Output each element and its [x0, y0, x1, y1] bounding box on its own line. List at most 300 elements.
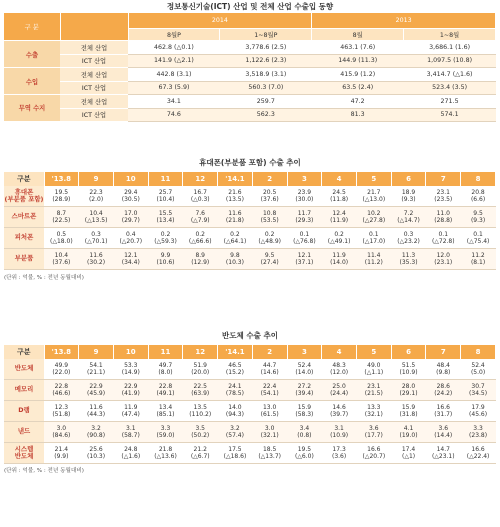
cell-change: (△18.6) — [223, 453, 247, 460]
cell-change: (59.0) — [156, 432, 175, 439]
table1-year-2013: 2013 — [312, 13, 496, 29]
cell-change: (46.6) — [52, 390, 71, 397]
table1-cell: 3,686.1 (1.6) — [404, 41, 496, 55]
table1-cell: 141.9 (△2.1) — [128, 54, 220, 68]
table3-cell — [391, 380, 426, 401]
cell-value: 0.1 — [438, 230, 449, 238]
cell-change: (30.5) — [121, 196, 140, 203]
table3-month-header: '14.1 — [218, 345, 253, 359]
cell-value: 7.2 — [403, 209, 414, 217]
table3-cell — [252, 380, 287, 401]
cell-change: (6.6) — [470, 196, 486, 203]
cell-change: (31.7) — [434, 411, 453, 418]
cell-change: (14.9) — [121, 369, 140, 376]
cell-change: (29.1) — [399, 390, 418, 397]
cell-value: 18.9 — [401, 188, 416, 196]
cell-value: 11.0 — [436, 209, 450, 217]
table3-cell — [79, 401, 114, 422]
cell-value: 14.6 — [332, 403, 346, 411]
table-row — [4, 186, 496, 207]
cell-value: 13.3 — [367, 403, 381, 411]
table2-month-header: '14.1 — [218, 172, 253, 186]
cell-change: (△49.1) — [327, 238, 351, 245]
cell-value: 0.4 — [126, 230, 136, 238]
cell-value: 3.1 — [334, 424, 344, 432]
table-row — [4, 380, 496, 401]
cell-value: 46.5 — [228, 361, 242, 369]
cell-change: (△27.8) — [362, 217, 386, 224]
cell-value: 15.5 — [158, 209, 173, 217]
cell-value: 22.5 — [193, 382, 207, 390]
table3-month-header: 4 — [322, 345, 357, 359]
table2-cell — [44, 186, 79, 207]
cell-change: (39.7) — [330, 411, 349, 418]
table1 — [4, 13, 496, 122]
cell-value: 9.5 — [264, 251, 275, 259]
cell-change: (△64.1) — [223, 238, 247, 245]
cell-value: 22.3 — [89, 188, 103, 196]
cell-value: 48.4 — [436, 361, 450, 369]
table1-sub-label: ICT 산업 — [60, 54, 128, 68]
cell-change: (34.5) — [469, 390, 488, 397]
table2-cell — [113, 249, 148, 270]
table3-cell — [356, 443, 391, 464]
table2-cell — [356, 249, 391, 270]
cell-change: (△66.6) — [188, 238, 212, 245]
cell-change: (27.4) — [260, 259, 279, 266]
table3-cell — [391, 401, 426, 422]
table2-cell — [113, 228, 148, 249]
table1-sub-label: 전체 산업 — [60, 41, 128, 55]
cell-change: (△0.3) — [190, 196, 210, 203]
table2-month-header: 5 — [356, 172, 391, 186]
table3-month-header: 3 — [287, 345, 322, 359]
table2-cell — [391, 186, 426, 207]
table2-cell — [322, 207, 357, 228]
table2-cell — [391, 207, 426, 228]
cell-value: 22.9 — [89, 382, 103, 390]
table1-cat-export: 수출 — [4, 41, 60, 68]
table3-month-header: 11 — [148, 345, 183, 359]
table3-cell — [356, 380, 391, 401]
table3-cell — [322, 443, 357, 464]
table2-cell — [287, 186, 322, 207]
cell-change: (14.0) — [295, 369, 314, 376]
cell-change: (29.3) — [295, 217, 314, 224]
table3-cell — [218, 422, 253, 443]
cell-change: (61.5) — [260, 411, 279, 418]
table3-cell — [183, 401, 218, 422]
table2-cell — [461, 249, 496, 270]
cell-change: (△1.1) — [364, 369, 384, 376]
table1-cell: 34.1 — [128, 95, 220, 109]
table1-sub-label: ICT 산업 — [60, 81, 128, 95]
cell-value: 11.6 — [228, 209, 242, 217]
table2-cell — [148, 186, 183, 207]
table2-cell — [461, 228, 496, 249]
table2-header-row — [4, 172, 496, 186]
table1-corner-blank — [60, 13, 128, 41]
cell-change: (△70.1) — [84, 238, 108, 245]
cell-change: (35.3) — [399, 259, 418, 266]
table2-cell — [183, 228, 218, 249]
table3-cell — [183, 443, 218, 464]
cell-change: (20.0) — [191, 369, 210, 376]
cell-value: 13.4 — [158, 403, 173, 411]
cell-change: (78.5) — [225, 390, 244, 397]
cell-change: (9.8) — [436, 369, 451, 376]
table2-cell — [426, 186, 461, 207]
table1-title: 정보통신기술(ICT) 산업 및 전체 산업 수출입 동향 — [166, 2, 334, 11]
cell-value: 0.1 — [473, 230, 483, 238]
table3-cell — [391, 422, 426, 443]
table2-cell — [461, 207, 496, 228]
cell-value: 23.9 — [297, 188, 312, 196]
cell-value: 29.4 — [124, 188, 138, 196]
table2-cell — [391, 249, 426, 270]
table1-header-year-row — [4, 13, 496, 29]
table3-row-label: 시스템 반도체 — [4, 443, 44, 464]
cell-change: (30.2) — [87, 259, 106, 266]
table3-corner: 구분 — [4, 345, 44, 359]
table2-month-header: 9 — [79, 172, 114, 186]
cell-value: 11.6 — [89, 251, 103, 259]
table3-cell — [79, 359, 114, 380]
cell-change: (28.9) — [52, 196, 71, 203]
table1-sub-2013-b: 1~8월 — [404, 29, 496, 41]
cell-change: (22.0) — [52, 369, 71, 376]
table2-cell — [356, 207, 391, 228]
table3-cell — [322, 401, 357, 422]
table3-cell — [79, 443, 114, 464]
cell-change: (21.5) — [364, 390, 383, 397]
table3-cell — [461, 380, 496, 401]
table3-cell — [426, 422, 461, 443]
cell-change: (47.4) — [121, 411, 140, 418]
cell-value: 49.9 — [54, 361, 69, 369]
table3-month-header: 5 — [356, 345, 391, 359]
cell-change: (8.1) — [470, 259, 486, 266]
cell-change: (△1.6) — [121, 453, 141, 460]
cell-value: 21.7 — [367, 188, 381, 196]
cell-value: 11.2 — [471, 251, 485, 259]
cell-value: 19.5 — [54, 188, 69, 196]
cell-value: 8.7 — [56, 209, 67, 217]
cell-value: 9.9 — [160, 251, 171, 259]
table3-cell — [218, 359, 253, 380]
cell-change: (19.0) — [399, 432, 418, 439]
table2-cell — [148, 228, 183, 249]
table1-sub-2013-a: 8월 — [312, 29, 404, 41]
table1-cell: 560.3 (7.0) — [220, 81, 312, 95]
table1-corner: 구 분 — [4, 13, 60, 41]
table-row — [4, 108, 496, 122]
table2-cell — [148, 249, 183, 270]
table3-month-header: 2 — [252, 345, 287, 359]
cell-value: 13.0 — [262, 403, 277, 411]
table3-cell — [426, 401, 461, 422]
cell-change: (12.0) — [330, 369, 349, 376]
cell-change: (21.8) — [225, 217, 244, 224]
cell-value: 23.1 — [367, 382, 381, 390]
cell-value: 3.6 — [438, 424, 449, 432]
table-row — [4, 422, 496, 443]
table2-corner: 구분 — [4, 172, 44, 186]
cell-value: 12.0 — [436, 251, 450, 259]
table1-cell: 47.2 — [312, 95, 404, 109]
table3-cell — [113, 422, 148, 443]
cell-value: 0.5 — [56, 230, 67, 238]
cell-change: (△20.7) — [362, 453, 386, 460]
cell-change: (37.1) — [295, 259, 314, 266]
table2-cell — [391, 228, 426, 249]
table3-cell — [356, 359, 391, 380]
cell-value: 21.4 — [54, 445, 69, 453]
cell-change: (15.2) — [225, 369, 244, 376]
cell-change: (85.1) — [156, 411, 175, 418]
table3-cell — [391, 359, 426, 380]
cell-value: 11.9 — [124, 403, 138, 411]
cell-change: (△72.8) — [431, 238, 455, 245]
table1-cell: 67.3 (5.9) — [128, 81, 220, 95]
cell-change: (84.6) — [52, 432, 71, 439]
table3-cell — [252, 422, 287, 443]
cell-value: 12.4 — [332, 209, 346, 217]
table2-cell — [183, 186, 218, 207]
cell-change: (24.4) — [330, 390, 349, 397]
cell-value: 21.6 — [228, 188, 242, 196]
cell-value: 12.1 — [124, 251, 138, 259]
table1-cat-balance: 무역 수지 — [4, 95, 60, 122]
table-row — [4, 41, 496, 55]
cell-value: 3.0 — [56, 424, 67, 432]
cell-change: (△13.6) — [154, 453, 177, 460]
table1-cell: 442.8 (3.1) — [128, 68, 220, 82]
cell-change: (10.3) — [225, 259, 244, 266]
table2-cell — [252, 228, 287, 249]
table-row — [4, 443, 496, 464]
table3-cell — [44, 422, 79, 443]
table3-cell — [113, 443, 148, 464]
table3-month-header: 10 — [113, 345, 148, 359]
cell-value: 16.6 — [367, 445, 381, 453]
cell-value: 49.7 — [158, 361, 173, 369]
cell-value: 30.7 — [471, 382, 485, 390]
cell-change: (90.8) — [87, 432, 106, 439]
cell-change: (110.2) — [189, 411, 212, 418]
cell-change: (50.2) — [191, 432, 210, 439]
cell-value: 21.2 — [193, 445, 207, 453]
cell-change: (9.9) — [54, 453, 69, 460]
cell-change: (11.2) — [364, 259, 383, 266]
cell-value: 51.9 — [193, 361, 207, 369]
table2-month-header: 10 — [113, 172, 148, 186]
table2-cell — [461, 186, 496, 207]
cell-change: (△6.0) — [294, 453, 314, 460]
table3-month-header: 7 — [426, 345, 461, 359]
cell-change: (14.4) — [434, 432, 453, 439]
table3-cell — [356, 401, 391, 422]
cell-value: 13.5 — [193, 403, 207, 411]
table2-row-label: 스마트폰 — [4, 207, 44, 228]
cell-value: 16.6 — [436, 403, 450, 411]
table3-cell — [287, 380, 322, 401]
table3-row-label: D램 — [4, 401, 44, 422]
cell-value: 11.4 — [367, 251, 381, 259]
cell-change: (△23.2) — [397, 238, 420, 245]
cell-value: 18.5 — [262, 445, 277, 453]
table2-cell — [218, 186, 253, 207]
cell-value: 9.5 — [473, 209, 483, 217]
cell-value: 20.5 — [262, 188, 277, 196]
table1-sub-label: 전체 산업 — [60, 68, 128, 82]
table1-sub-2014-b: 1~8월P — [220, 29, 312, 41]
cell-value: 0.2 — [195, 230, 205, 238]
cell-change: (22.5) — [52, 217, 71, 224]
cell-value: 25.7 — [158, 188, 173, 196]
cell-value: 22.4 — [262, 382, 277, 390]
table3-month-header: 8 — [461, 345, 496, 359]
cell-change: (10.3) — [87, 453, 106, 460]
cell-value: 4.1 — [403, 424, 414, 432]
cell-value: 14.0 — [228, 403, 242, 411]
table3-cell — [356, 422, 391, 443]
table2-month-header: '13.8 — [44, 172, 79, 186]
cell-value: 24.1 — [228, 382, 242, 390]
table3-cell — [44, 380, 79, 401]
cell-change: (23.5) — [434, 196, 453, 203]
cell-value: 19.5 — [297, 445, 312, 453]
table3-cell — [287, 359, 322, 380]
table1-cat-import: 수입 — [4, 68, 60, 95]
cell-change: (13.4) — [156, 217, 175, 224]
cell-value: 51.5 — [401, 361, 416, 369]
table3-cell — [287, 422, 322, 443]
table1-cell: 271.5 — [404, 95, 496, 109]
cell-change: (21.1) — [87, 369, 106, 376]
cell-value: 3.2 — [91, 424, 101, 432]
table3-cell — [148, 359, 183, 380]
table2-row-label: 부분품 — [4, 249, 44, 270]
table2-cell — [287, 207, 322, 228]
table3-cell — [461, 422, 496, 443]
cell-change: (10.9) — [399, 369, 418, 376]
cell-value: 0.1 — [369, 230, 379, 238]
cell-change: (10.4) — [156, 196, 175, 203]
cell-value: 3.4 — [299, 424, 310, 432]
table-row — [4, 207, 496, 228]
cell-value: 17.3 — [332, 445, 346, 453]
cell-change: (0.8) — [297, 432, 312, 439]
cell-change: (△22.4) — [466, 453, 490, 460]
table2-cell — [183, 207, 218, 228]
table3-title: 반도체 수출 추이 — [222, 331, 278, 340]
table-row — [4, 81, 496, 95]
cell-value: 22.8 — [158, 382, 173, 390]
table3-cell — [252, 401, 287, 422]
table2-cell — [79, 249, 114, 270]
table1-cell: 81.3 — [312, 108, 404, 122]
table3-unit-note: (단위 : 억불, % : 전년 동월대비) — [4, 468, 84, 474]
table3-cell — [322, 422, 357, 443]
cell-value: 28.6 — [436, 382, 450, 390]
cell-value: 0.2 — [334, 230, 344, 238]
cell-value: 0.2 — [264, 230, 275, 238]
cell-change: (△18.0) — [50, 238, 73, 245]
table2-cell — [287, 249, 322, 270]
cell-change: (94.3) — [225, 411, 244, 418]
table-row — [4, 68, 496, 82]
cell-change: (△13.7) — [258, 453, 281, 460]
table3-cell — [113, 380, 148, 401]
cell-change: (△6.7) — [190, 453, 210, 460]
cell-value: 3.3 — [473, 424, 483, 432]
table2-cell — [356, 228, 391, 249]
cell-value: 12.1 — [297, 251, 312, 259]
cell-change: (△76.8) — [293, 238, 316, 245]
table2-cell — [148, 207, 183, 228]
cell-value: 52.4 — [471, 361, 485, 369]
cell-change: (△75.4) — [466, 238, 490, 245]
cell-change: (24.2) — [434, 390, 453, 397]
cell-value: 17.5 — [228, 445, 242, 453]
table3-cell — [218, 401, 253, 422]
table2-title: 휴대폰(부분품 포함) 수출 추이 — [199, 158, 301, 167]
table2 — [4, 172, 496, 281]
cell-change: (45.6) — [469, 411, 488, 418]
table2-cell — [79, 228, 114, 249]
cell-value: 0.2 — [160, 230, 171, 238]
cell-change: (32.1) — [260, 432, 279, 439]
table2-month-header: 2 — [252, 172, 287, 186]
cell-value: 17.9 — [471, 403, 485, 411]
table3-cell — [44, 443, 79, 464]
cell-value: 21.8 — [158, 445, 173, 453]
cell-value: 0.3 — [91, 230, 101, 238]
table2-cell — [44, 249, 79, 270]
table3-cell — [287, 401, 322, 422]
table3-cell — [461, 401, 496, 422]
cell-value: 0.1 — [299, 230, 310, 238]
table1-sub-2014-a: 8월P — [128, 29, 220, 41]
cell-change: (63.9) — [191, 390, 210, 397]
cell-value: 3.6 — [369, 424, 379, 432]
cell-value: 28.0 — [401, 382, 416, 390]
cell-change: (11.9) — [330, 217, 349, 224]
cell-change: (△7.9) — [190, 217, 210, 224]
table3-cell — [252, 359, 287, 380]
cell-change: (14.6) — [260, 369, 279, 376]
table1-cell: 1,122.6 (2.3) — [220, 54, 312, 68]
cell-change: (32.1) — [364, 411, 383, 418]
cell-value: 53.3 — [124, 361, 138, 369]
cell-value: 3.2 — [230, 424, 240, 432]
table2-cell — [113, 186, 148, 207]
table2-cell — [287, 228, 322, 249]
cell-change: (17.7) — [364, 432, 383, 439]
table3-cell — [252, 443, 287, 464]
table1-cell: 463.1 (7.6) — [312, 41, 404, 55]
cell-change: (14.0) — [330, 259, 349, 266]
table-row — [4, 95, 496, 109]
table3-month-header: '13.8 — [44, 345, 79, 359]
table3-cell — [183, 359, 218, 380]
table1-cell: 562.3 — [220, 108, 312, 122]
cell-value: 49.0 — [367, 361, 381, 369]
cell-value: 15.9 — [297, 403, 312, 411]
cell-change: (41.9) — [121, 390, 140, 397]
cell-change: (△13.5) — [84, 217, 108, 224]
